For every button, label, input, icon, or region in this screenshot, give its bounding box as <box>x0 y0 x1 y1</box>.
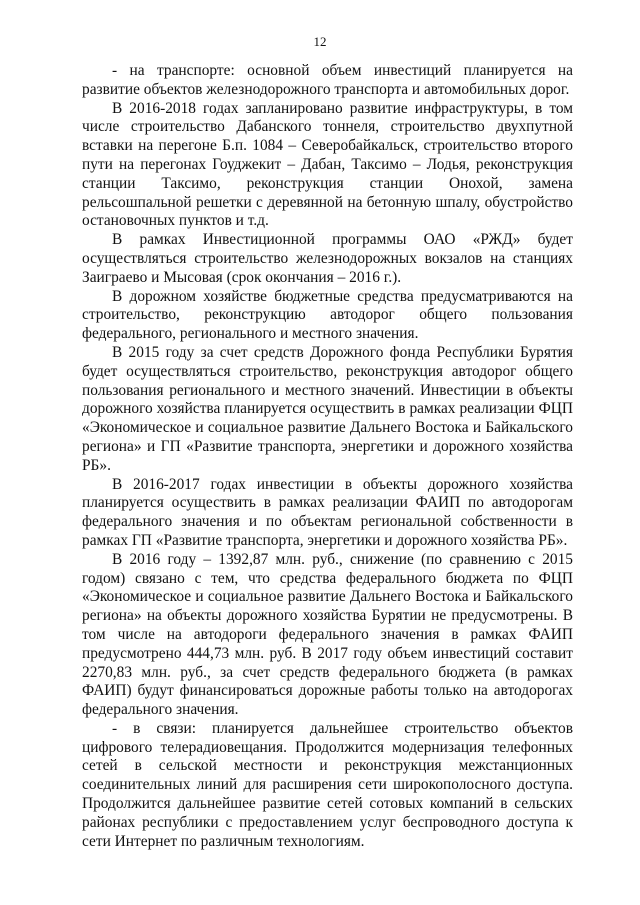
paragraph-communications: - в связи: планируется дальнейшее строительство объектов цифрового телерадиовещания. Продолжится модернизация телефонных сетей в сельской местности и реконструкция межстанционных соединительных линий для расширения сети широкополосного доступа. Продолжится дальнейшее развитие сетей сотовых компаний в сельских районах республики с предоставлением услуг беспроводного доступа к сети Интернет по различным технологиям. <box>82 719 573 850</box>
page-number: 12 <box>313 34 327 49</box>
paragraph-rzd-program: В рамках Инвестиционной программы ОАО «РЖД» будет осуществляться строительство железнодорожных вокзалов на станциях Заиграево и Мысовая (срок окончания – 2016 г.). <box>82 231 573 286</box>
paragraph-road-fund-2015: В 2015 году за счет средств Дорожного фонда Республики Бурятия будет осуществляться строительство, реконструкция автодорог общего пользования регионального и местного значений. Инвестиции в объекты дорожного хозяйства планируется осуществить в рамках реализации ФЦП «Экономическое и социальное развитие Дальнего Востока и Байкальского региона» и ГП «Развитие транспорта, энергетики и дорожного хозяйства РБ». <box>82 343 573 474</box>
paragraph-infrastructure: В 2016-2018 годах запланировано развитие инфраструктуры, в том числе строительство Дабанского тоннеля, строительство двухпутной вставки на перегоне Б.п. 1084 – Северобайкальск, строительство второго пути на перегонах Гоуджекит – Дабан, Таксимо – Лодья, реконструкция станции Таксимо, реконструкция станции Онохой, замена рельсошпальной решетки с деревянной на бетонную шпалу, обустройство остановочных пунктов и т.д. <box>82 99 573 230</box>
paragraph-investments-2016: В 2016 году – 1392,87 млн. руб., снижение (по сравнению с 2015 годом) связано с тем, что средства федерального бюджета по ФЦП «Экономическое и социальное развитие Дальнего Востока и Байкальского региона» на объекты дорожного хозяйства Бурятии не предусмотрены. В том числе на автодороги федерального значения в рамках ФАИП предусмотрено 444,73 млн. руб. В 2017 году объем инвестиций составит 2270,83 млн. руб., за счет средств федерального бюджета (в рамках ФАИП) будут финансироваться дорожные работы только на автодорогах федерального значения. <box>82 550 573 719</box>
document-body <box>82 62 573 851</box>
paragraph-investments-2016-2017: В 2016-2017 годах инвестиции в объекты дорожного хозяйства планируется осуществить в рамках реализации ФАИП по автодорогам федерального значения и по объектам региональной собственности в рамках ГП «Развитие транспорта, энергетики и дорожного хозяйства РБ». <box>82 475 573 549</box>
paragraph-road-budget: В дорожном хозяйстве бюджетные средства предусматриваются на строительство, реконструкцию автодорог общего пользования федерального, регионального и местного значения. <box>82 287 573 343</box>
paragraph-transport: - на транспорте: основной объем инвестиций планируется на развитие объектов железнодорожного транспорта и автомобильных дорог. <box>82 62 573 98</box>
